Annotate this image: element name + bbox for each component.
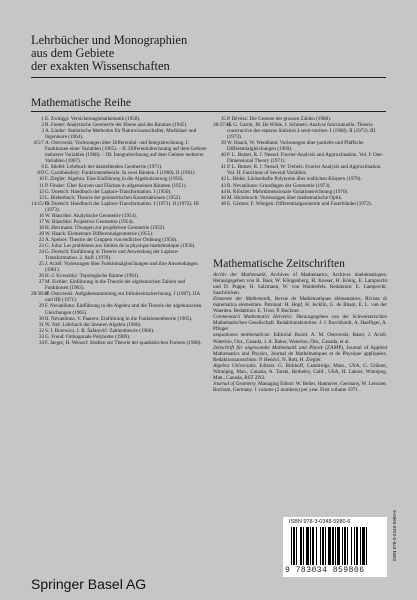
entry-text: G. Doetsch: Einführung in Theorie und Anwendung der Laplace-Transformation. 2. Aufl. (1970).: [45, 249, 179, 262]
entry-number: 39: [220, 140, 226, 147]
journal-entry: [213, 363, 387, 381]
barcode-bar: [291, 527, 292, 565]
series-header: [31, 34, 187, 73]
entry-number: 24: [38, 249, 44, 256]
left-book-list: [31, 116, 207, 346]
entry-number: 2: [41, 122, 44, 129]
entry-number: 28/38/47: [31, 291, 50, 298]
barcode-bar: [366, 527, 367, 565]
entry-number: 18: [38, 224, 44, 231]
entry-number: 29: [38, 303, 44, 310]
entry-text: H. G. Garnir, M. De Wilde, J. Schmets: Analyse fonctionnelle, Théorie constructive des espaces linéaires à semi-normes. I (1968). II (1972). III (1973).: [227, 122, 376, 141]
header-line: aus dem Gebiete: [31, 46, 115, 60]
entry-text: W. Nef: Lehrbuch der linearen Algebra (1966).: [45, 321, 142, 328]
barcode-bar: [293, 527, 295, 565]
book-entry: [213, 164, 387, 176]
header-line: Lehrbücher und Monographien: [31, 33, 188, 47]
barcode-bar: [300, 527, 302, 565]
journal-description: Archives of Mathematics, Archives mathématiques. Herausgegeben von R. Baer, W. Klingenberg, H. Kneser, H. König, E. Lamprecht und D. Puppe, H. Salzmann, W. von Waldenfels. Redaktion: E. Lamprecht, Saarbrücken.: [213, 272, 387, 297]
barcode-bar: [310, 527, 311, 565]
barcode-bar: [337, 527, 340, 565]
series-title: Mathematische Reihe: [31, 97, 131, 109]
entry-text: C. Carathéodory: Funktionentheorie. In zwei Bänden. I (1960). II (1961).: [45, 170, 196, 177]
entry-number: 11: [39, 182, 44, 189]
barcode-bar: [360, 527, 361, 565]
entry-number: 14/15/19: [31, 200, 50, 207]
journal-entry: [213, 332, 387, 344]
entry-number: 42: [220, 176, 226, 183]
entry-number: 23: [38, 242, 44, 249]
book-entry: [213, 122, 387, 140]
book-entry: [213, 152, 387, 164]
entry-number: 8/9: [37, 170, 44, 177]
right-book-list: [213, 116, 387, 207]
series-rule: [31, 111, 386, 112]
entry-text: A. Speiser: Theorie der Gruppen von endlicher Ordnung (1956).: [45, 236, 178, 243]
entry-number: 35: [220, 116, 226, 122]
book-entry: [213, 201, 387, 207]
book-entry: [31, 340, 207, 346]
barcode-bar: [342, 527, 343, 565]
journal-title: Algebra Universalis.: [213, 362, 257, 369]
entry-number: 10: [38, 176, 44, 183]
entry-text: M. Hirzebruch: Vorlesungen über mathematische Optik.: [227, 194, 343, 201]
entry-text: E. Stiefel: Lehrbuch der darstellenden Geometrie (1971).: [45, 164, 163, 171]
journal-title: Zeitschrift für angewandte Mathematik und Physik: [213, 344, 323, 351]
book-entry: [31, 279, 207, 291]
book-entry: [31, 303, 207, 315]
entry-text: F. Jaeger, H. Wenzel: Studien zur Theorie der quadratischen Formen (1968).: [45, 339, 202, 346]
entry-text: R. Nevanlinna: Grundlagen der Geometrie (1973).: [227, 182, 331, 189]
entry-text: A. Linder: Statistische Methoden für Naturwissenschafter, Mediziner und Ingenieure (1964).: [45, 128, 197, 141]
entry-number: 48: [220, 200, 226, 207]
entry-text: G. Julia: Les problèmes aux limites de la physique mathématique (1956).: [45, 242, 196, 249]
journal-entry: [213, 296, 387, 314]
journal-title: Journal of Geometry.: [213, 380, 257, 387]
journal-list: [213, 272, 387, 393]
entry-text: L. Rédei: Lückenhafte Polynome über endlichen Körpern (1970).: [227, 176, 362, 183]
book-entry: [31, 261, 207, 273]
zeitschriften-title: Mathematische Zeitschriften: [213, 258, 345, 270]
barcode-bar: [356, 527, 358, 565]
barcode-bar: [362, 527, 365, 565]
entry-text: W. Blaschke: Projektive Geometrie (1954).: [45, 218, 134, 225]
journal-title: Elemente der Mathematik,: [213, 296, 272, 303]
entry-number: 36/37/45: [213, 122, 232, 129]
barcode-bar: [322, 527, 324, 565]
entry-text: R. Klötzler: Mehrdimensionale Variationsrechnung (1970).: [227, 188, 349, 195]
entry-text: H. Herrmann: Übungen zur projektiven Geometrie (1952).: [45, 224, 166, 231]
barcode-bar: [347, 527, 348, 565]
entry-number: 12: [38, 188, 44, 195]
entry-number: 40: [220, 152, 226, 159]
entry-number: 31: [38, 321, 44, 328]
barcode-bar: [332, 527, 334, 565]
isbn-vertical-text: ISBN 978-3-0348-5980-6: [392, 510, 397, 562]
book-entry: [31, 140, 207, 164]
header-line: der exakten Wissenschaften: [31, 59, 170, 73]
barcode-label: [283, 517, 387, 577]
entry-number: 26: [38, 273, 44, 280]
entry-number: 4/5/7: [33, 140, 44, 147]
entry-text: P. L. Butzer, R. J. Nessel: Fourier-Analysis and Approximation. Vol. I: One-Dimensional Theory (1971).: [227, 152, 384, 165]
entry-text: R. Fueter: Analytische Geometrie der Ebene und des Raumes (1945).: [45, 122, 188, 129]
entry-number: 43: [220, 182, 226, 189]
barcode-bar: [316, 527, 317, 565]
entry-number: 22: [38, 236, 44, 243]
barcode-bar: [325, 527, 326, 565]
barcode-bar: [296, 527, 297, 565]
barcode-bar: [344, 527, 346, 565]
journal-entry: [213, 345, 387, 363]
barcode-bar: [335, 527, 336, 565]
book-entry: [31, 201, 207, 213]
isbn-text: ISBN 978-3-0348-5980-6: [289, 519, 351, 525]
entry-number: 41: [220, 164, 226, 171]
entry-number: 3: [41, 128, 44, 135]
barcode-bar: [328, 527, 331, 565]
journal-description: Herausgegeben von der Schweizerischen Mathematischen Gesellschaft. Redaktionskomitee: J. J. Burckhardt, A. Haefliger, A. Pfluger.: [213, 314, 387, 333]
journal-description: Editorial Board: A. M. Ostrowski, Basel, J. Aczél, Waterloo, Ont., Canada, J. A. Baker, Waterloo, Ont., Canada, et al.: [213, 332, 387, 345]
journal-title: aequationes mathematicae.: [213, 332, 271, 339]
entry-text: W. Haack: Elementare Differentialgeometrie (1955).: [45, 230, 154, 237]
barcode-digits: 9 783034 859806: [285, 566, 365, 575]
entry-text: H.-J. Kowalsky: Topologische Räume (1961).: [45, 273, 140, 280]
journal-title: Commentarii Mathematici Helvetici.: [213, 314, 293, 321]
journal-title: Archiv der Mathematik,: [213, 272, 267, 278]
entry-text: M. Eichler: Einführung in die Theorie der algebraischen Zahlen und Funktionen (1963).: [45, 279, 186, 292]
entry-number: 6: [41, 164, 44, 171]
entry-text: A. Ostrowski: Aufgabensammlung zur Infinitesimalrechnung. I (1967). IIA und IIB (1971).: [45, 291, 200, 304]
barcode-bar: [303, 527, 304, 565]
barcode-bar: [312, 527, 314, 565]
entry-number: 17: [38, 218, 44, 225]
entry-text: G. Doetsch: Handbuch der Laplace-Transformation. I (1950).: [45, 188, 172, 195]
entry-number: 32: [38, 327, 44, 334]
journal-entry: [213, 314, 387, 332]
barcode-bar: [306, 527, 309, 565]
header-rule: [31, 77, 386, 78]
entry-text: E. Zwinggi: Versicherungsmathematik (1958).: [45, 116, 141, 122]
entry-text: W. Blaschke: Analytische Geometrie (1954).: [45, 212, 138, 219]
entry-number: 34: [38, 339, 44, 346]
journal-description: Editors: G. Birkhoff, Cambridge, Mass., USA, G. Grätzer, Winnipeg, Man., Canada, A. Tarski, Berkeley, Calif., USA, H. Lakser, Winnipeg, Man., Canada, RST ZN2.: [213, 362, 387, 381]
journal-description: Managing Editor: W. Beiler, Hannover, Germany, W. Leissner, Bochum, Germany. 1 volume (2 numbers) per year. First volume 1971.: [213, 380, 387, 393]
entry-text: A. Ostrowski: Vorlesungen über Differential- und Integralrechnung. I: Funktionen einer Variablen (1965). – II. Differentialrechnung auf dem Gebiete mehrerer Variablen (1968). – III: Integralrechnung auf dem Gebiete mehrerer Variablen (1967).: [45, 140, 207, 165]
entry-number: 27: [38, 279, 44, 286]
entry-number: 44: [220, 188, 226, 195]
journal-description: Revue de Mathématiques élémentaires, Rivista di matematica elementare. Patronat: H. Hopf, H. Jecklin, G. de Rham, E. L. van der Waerden. Redaktion: E. Trost, P. Buchner.: [213, 296, 387, 315]
entry-text: F. Ziegler: Algebra. Eine Einführung in die Algebraisierung (1956).: [45, 176, 184, 183]
entry-text: G. Freud: Orthogonale Polynome (1969).: [45, 333, 131, 340]
entry-text: L. Bieberbach: Theorie der geometrischen Konstruktionen (1952).: [45, 194, 182, 201]
book-entry: [213, 140, 387, 152]
entry-number: 46: [220, 194, 226, 201]
journal-entry: [213, 272, 387, 296]
entry-number: 30: [38, 315, 44, 322]
entry-number: 16: [38, 212, 44, 219]
barcode-bar: [354, 527, 355, 565]
book-entry: [31, 128, 207, 140]
book-entry: [31, 291, 207, 303]
entry-number: 13: [38, 194, 44, 201]
publisher-name: Springer Basel AG: [31, 576, 147, 592]
entry-text: R. Nevanlinna, V. Paatero: Einführung in die Funktionentheorie (1965).: [45, 315, 193, 322]
entry-text: G. Doetsch: Handbuch der Laplace-Transformation. I (1971). II (1972). III (1973).: [45, 200, 199, 213]
entry-text: J. Aczél: Vorlesungen über Funktionalgleichungen und ihre Anwendungen (1961).: [45, 261, 198, 274]
journal-entry: [213, 381, 387, 393]
entry-text: P. Révész: Die Gesetze der grossen Zahlen (1968).: [227, 116, 332, 122]
entry-text: E. Gärtner, F. Wintgen: Differentialgeometrie und Faserbündel (1972).: [227, 200, 373, 207]
entry-text: W. Haack, W. Wendland: Vorlesungen über partielle und Pfaffsche Differentialgleichungen (1969).: [227, 140, 364, 153]
entry-text: P. L. Butzer, R. J. Nessel, W. Trebels: Fourier Analysis and Approximation. Vol. II: Functions of Several Variables.: [227, 164, 382, 177]
entry-text: S. I. Borewicz, I. R. Šafarevič: Zahlentheorie (1966).: [45, 327, 155, 334]
entry-number: 1: [41, 116, 44, 122]
entry-number: 20: [38, 230, 44, 237]
book-entry: [31, 249, 207, 261]
entry-text: F. Nevanlinna: Einführung in die Algebra und die Theorie der algebraischen Gleichungen (1965).: [45, 303, 202, 316]
barcode-bar: [351, 527, 352, 565]
barcode: [291, 527, 385, 565]
journal-description: (ZAMP), Journal of Applied Mathematics and Physics, Journal de Mathématiques et de Physique appliquées. Redaktionsausschuss: P. Henrici, N. Rott, H. Ziegler.: [213, 344, 387, 363]
entry-number: 33: [38, 333, 44, 340]
entry-number: 25: [38, 261, 44, 268]
barcode-bar: [320, 527, 321, 565]
entry-text: P. Finsler: Über Kurven und Flächen in allgemeinen Räumen (1951).: [45, 182, 187, 189]
